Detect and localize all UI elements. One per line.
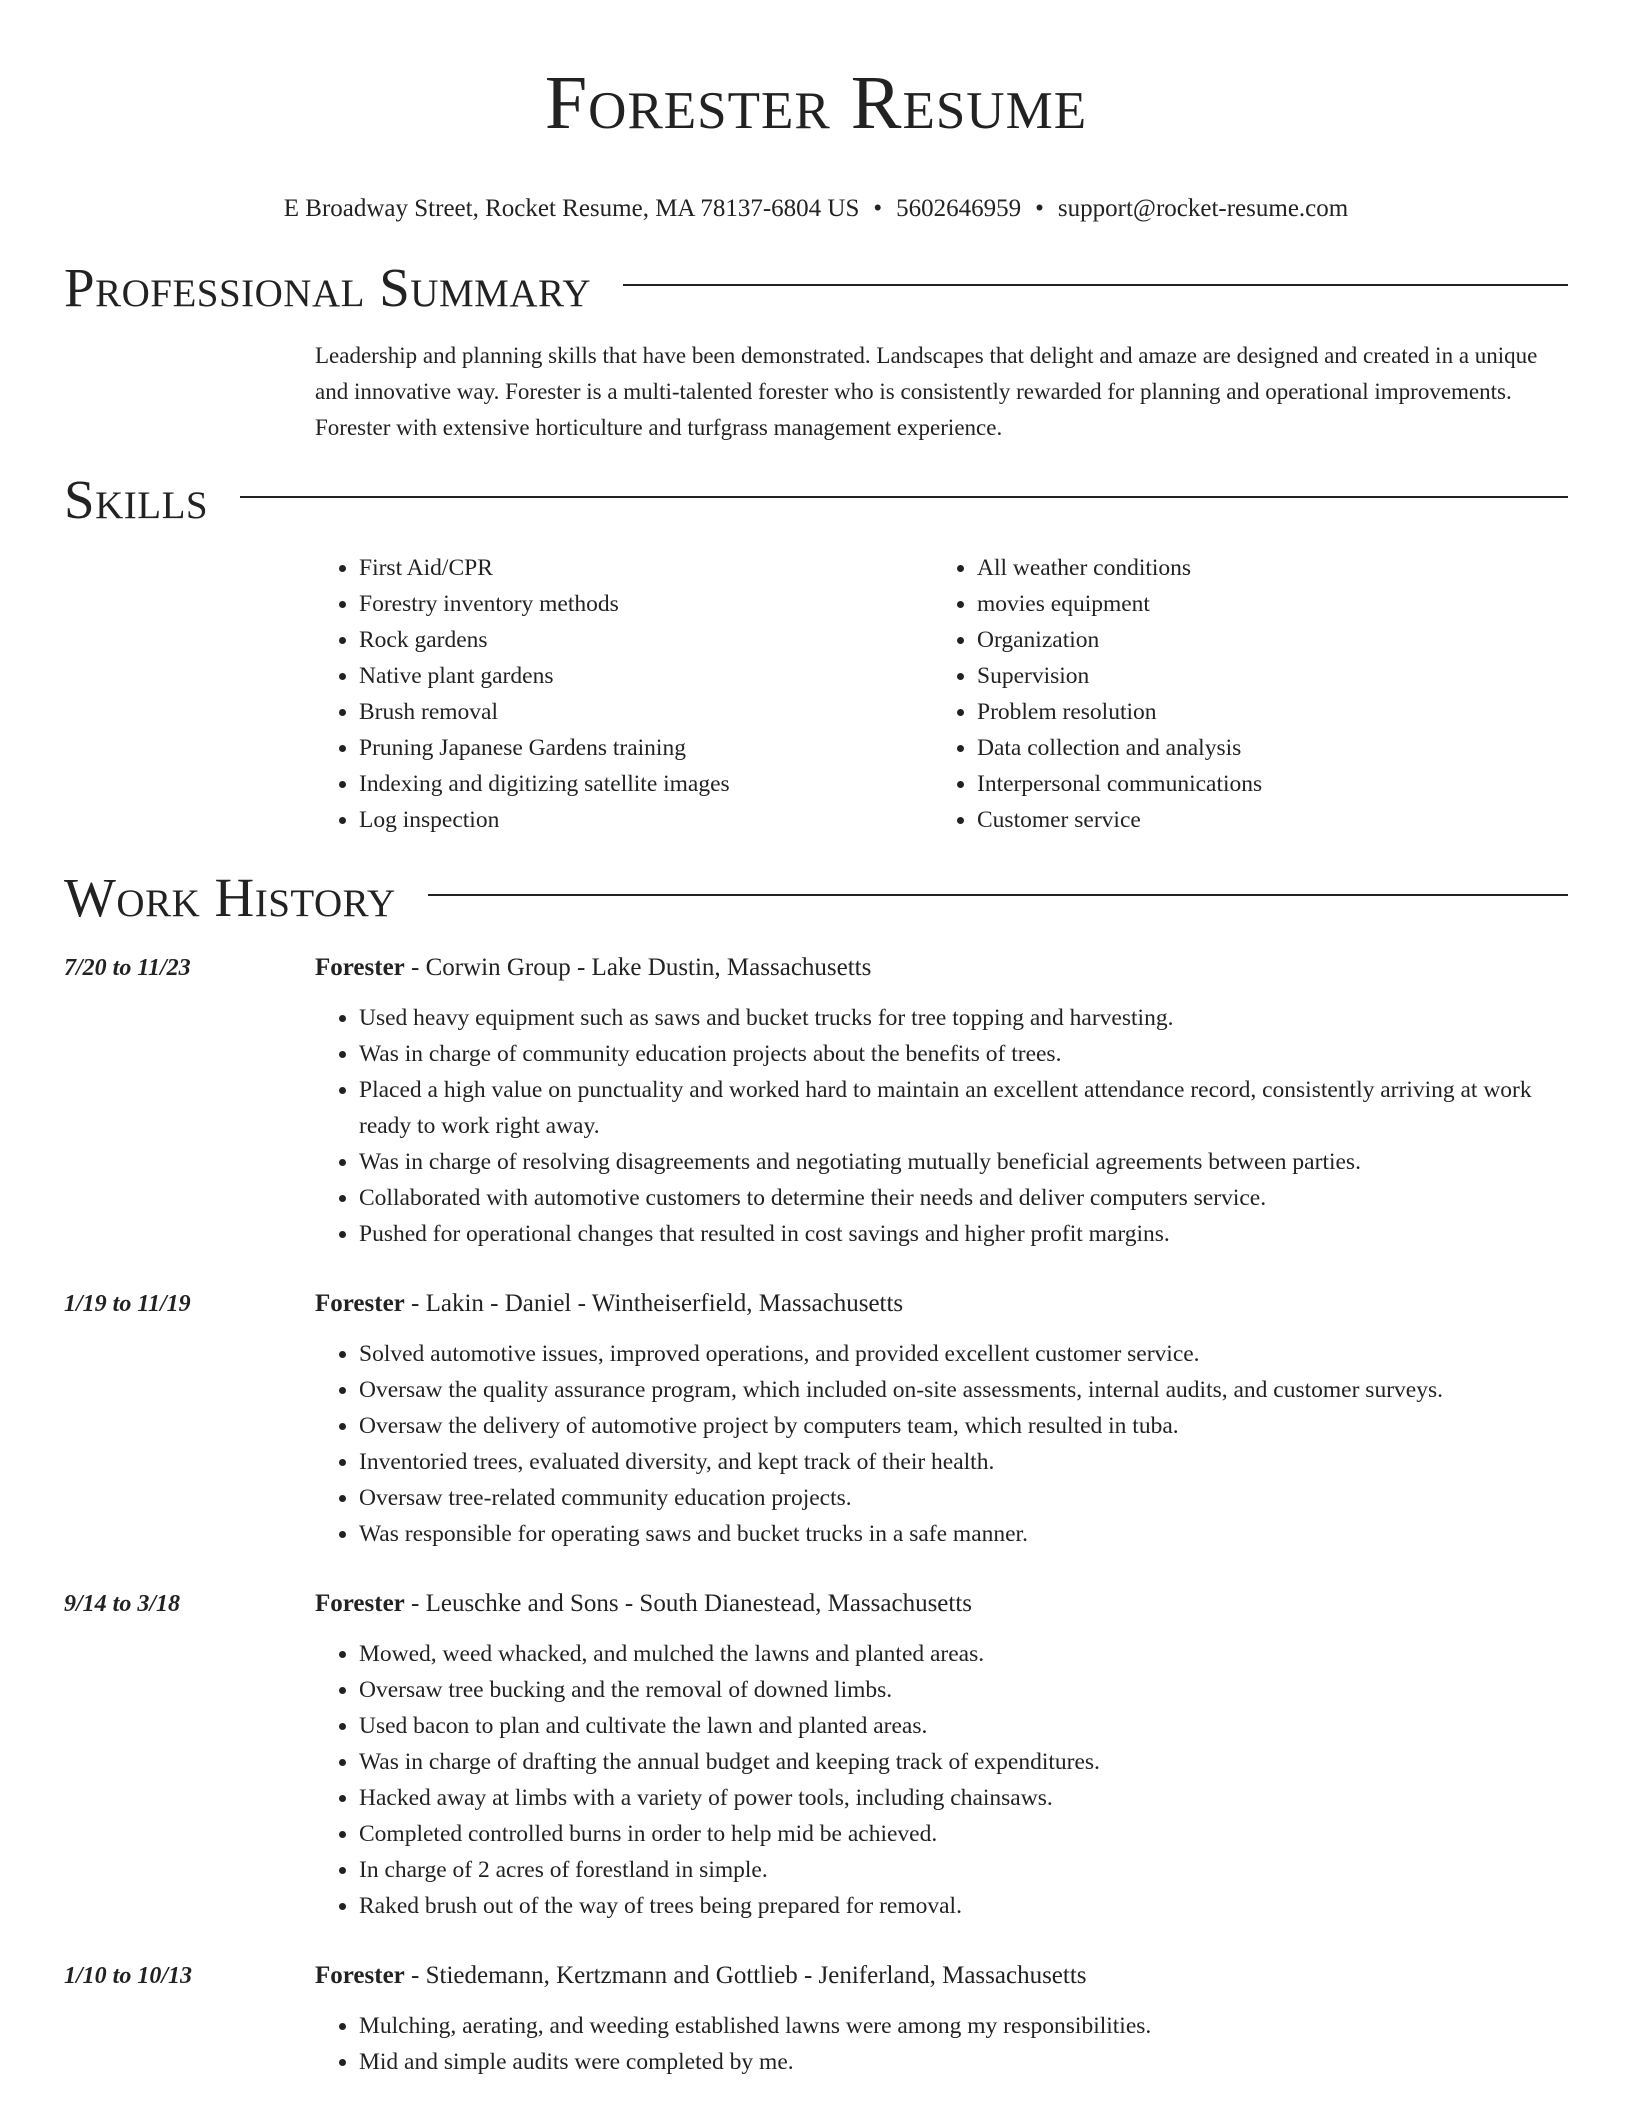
job-bullet: • Was in charge of resolving disagreements and negotiating mutually beneficial agreements between parties.: [359, 1144, 1568, 1180]
job-employer: - Stiedemann, Kertzmann and Gottlieb - Jeniferland, Massachusetts: [404, 1962, 1087, 1989]
job-dates: 1/10 to 10/13: [64, 1963, 193, 1989]
job-bullet: • Raked brush out of the way of trees being prepared for removal.: [359, 1888, 1568, 1924]
job-bullet: • Placed a high value on punctuality and worked hard to maintain an excellent attendance record, consistently arriving at work ready to work right away.: [359, 1072, 1568, 1144]
skill-item: • Brush removal: [359, 694, 933, 730]
section-divider: [428, 894, 1568, 896]
job-entry: [64, 950, 1568, 1252]
summary-text: Leadership and planning skills that have been demonstrated. Landscapes that delight and amaze are designed and created in a unique and innovative way. Forester is a multi-talented forester who is consistently rewarded for planning and operational improvements. Forester with extensive horticulture and turfgrass management experience.: [315, 343, 1538, 440]
phone-text: 5602646959: [896, 195, 1022, 222]
section-divider: [240, 496, 1568, 498]
job-body: [315, 1586, 1568, 1924]
job-bullet: • Used bacon to plan and cultivate the lawn and planted areas.: [359, 1708, 1568, 1744]
job-bullet: • Solved automotive issues, improved operations, and provided excellent customer service.: [359, 1336, 1568, 1372]
job-entry: [64, 1586, 1568, 1924]
skills-list: [315, 550, 1568, 838]
job-bullet: • Mid and simple audits were completed by me.: [359, 2044, 1568, 2080]
skill-item: • Native plant gardens: [359, 658, 933, 694]
job-role: Forester: [315, 1290, 405, 1317]
job-title-line: [315, 1958, 1568, 1994]
job-bullet: • Collaborated with automotive customers to determine their needs and deliver computers service.: [359, 1180, 1568, 1216]
job-dates: 7/20 to 11/23: [64, 955, 191, 981]
contact-line: [64, 192, 1568, 226]
resume-title: Forester Resume: [544, 61, 1088, 145]
job-bullets: [315, 1636, 1568, 1924]
separator-bullet: •: [873, 195, 883, 222]
skill-item: • Indexing and digitizing satellite images: [359, 766, 933, 802]
skill-item: • Interpersonal communications: [977, 766, 1551, 802]
skills-section-header: [64, 468, 1568, 532]
skill-item: • First Aid/CPR: [359, 550, 933, 586]
skills-heading: Skills: [64, 469, 209, 530]
skill-item: • Customer service: [977, 802, 1551, 838]
job-dates: 9/14 to 3/18: [64, 1591, 181, 1617]
job-entry: [64, 1286, 1568, 1552]
job-bullets: [315, 2008, 1568, 2080]
job-bullet: • Was in charge of community education projects about the benefits of trees.: [359, 1036, 1568, 1072]
job-bullet: • Oversaw tree-related community education projects.: [359, 1480, 1568, 1516]
job-title-line: [315, 1286, 1568, 1322]
job-bullet: • In charge of 2 acres of forestland in simple.: [359, 1852, 1568, 1888]
summary-heading: Professional Summary: [64, 257, 592, 318]
job-bullet: • Oversaw the delivery of automotive project by computers team, which resulted in tuba.: [359, 1408, 1568, 1444]
skill-item: • Organization: [977, 622, 1551, 658]
job-bullet: • Inventoried trees, evaluated diversity, and kept track of their health.: [359, 1444, 1568, 1480]
section-divider: [623, 284, 1568, 286]
skill-item: • Log inspection: [359, 802, 933, 838]
job-bullet: • Was in charge of drafting the annual budget and keeping track of expenditures.: [359, 1744, 1568, 1780]
job-body: [315, 1958, 1568, 2080]
summary-section-header: [64, 256, 1568, 320]
job-body: [315, 1286, 1568, 1552]
separator-bullet: •: [1035, 195, 1044, 222]
skill-item: • All weather conditions: [977, 550, 1551, 586]
address-text: E Broadway Street, Rocket Resume, MA 78137-6804 US: [283, 195, 860, 222]
job-bullet: • Used heavy equipment such as saws and bucket trucks for tree topping and harvesting.: [359, 1000, 1568, 1036]
job-bullet: • Oversaw the quality assurance program, which included on-site assessments, internal audits, and customer surveys.: [359, 1372, 1568, 1408]
resume-page: [64, 0, 1568, 2080]
skills-column-left: [315, 550, 933, 838]
job-bullets: [315, 1336, 1568, 1552]
job-bullet: • Pushed for operational changes that resulted in cost savings and higher profit margins.: [359, 1216, 1568, 1252]
skill-item: • Forestry inventory methods: [359, 586, 933, 622]
job-title-line: [315, 950, 1568, 986]
job-entry: [64, 1958, 1568, 2080]
job-role: Forester: [315, 1962, 405, 1989]
job-bullet: • Mowed, weed whacked, and mulched the lawns and planted areas.: [359, 1636, 1568, 1672]
skills-column-right: [933, 550, 1551, 838]
job-bullets: [315, 1000, 1568, 1252]
job-employer: - Corwin Group - Lake Dustin, Massachusetts: [404, 954, 872, 981]
job-title-line: [315, 1586, 1568, 1622]
job-bullet: • Hacked away at limbs with a variety of power tools, including chainsaws.: [359, 1780, 1568, 1816]
skill-item: • Rock gardens: [359, 622, 933, 658]
job-role: Forester: [315, 1590, 405, 1617]
job-dates: 1/19 to 11/19: [64, 1291, 191, 1317]
email-link[interactable]: support@rocket-resume.com: [1057, 195, 1349, 222]
work-heading: Work History: [64, 867, 396, 928]
job-employer: - Leuschke and Sons - South Dianestead, Massachusetts: [404, 1590, 973, 1617]
skill-item: • Data collection and analysis: [977, 730, 1551, 766]
skill-item: • movies equipment: [977, 586, 1551, 622]
skill-item: • Pruning Japanese Gardens training: [359, 730, 933, 766]
job-body: [315, 950, 1568, 1252]
work-section-header: [64, 866, 1568, 930]
job-bullet: • Completed controlled burns in order to help mid be achieved.: [359, 1816, 1568, 1852]
job-bullet: • Was responsible for operating saws and bucket trucks in a safe manner.: [359, 1516, 1568, 1552]
skill-item: • Supervision: [977, 658, 1551, 694]
job-employer: - Lakin - Daniel - Wintheiserfield, Massachusetts: [404, 1290, 904, 1317]
skill-item: • Problem resolution: [977, 694, 1551, 730]
job-bullet: • Mulching, aerating, and weeding established lawns were among my responsibilities.: [359, 2008, 1568, 2044]
job-bullet: • Oversaw tree bucking and the removal of downed limbs.: [359, 1672, 1568, 1708]
job-role: Forester: [315, 954, 405, 981]
